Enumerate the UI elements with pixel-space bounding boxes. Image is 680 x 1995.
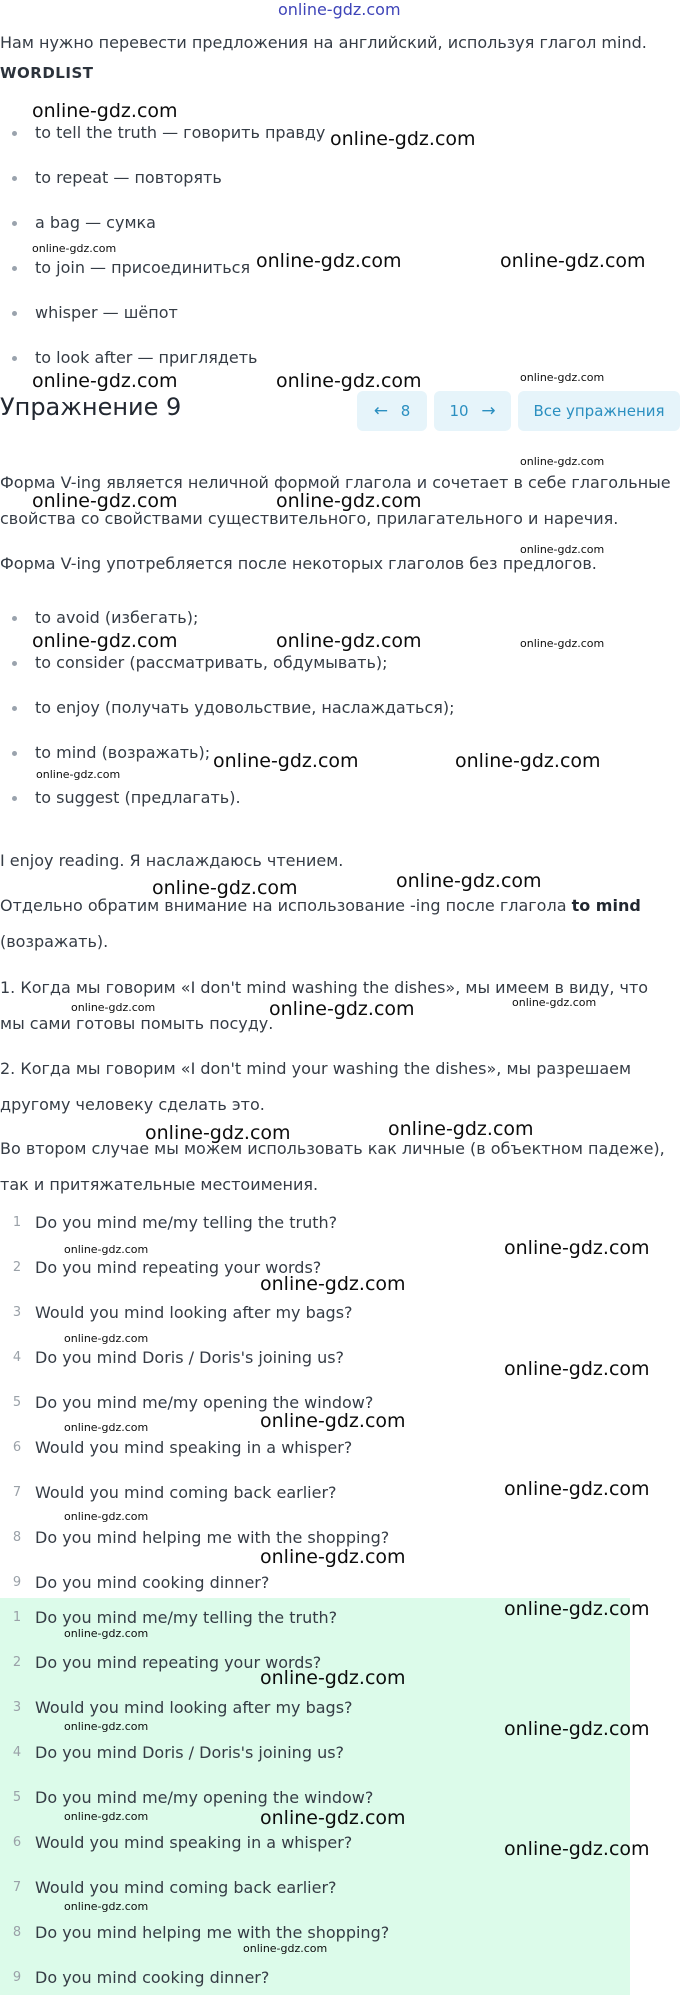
theory-paragraph-2: Форма V-ing употребляется после некоторых глаголов без предлогов. xyxy=(0,554,597,573)
verb-item-text: to consider (рассматривать, обдумывать); xyxy=(35,653,388,672)
watermark: online-gdz.com xyxy=(512,996,597,1009)
bullet-icon xyxy=(12,221,17,226)
watermark: online-gdz.com xyxy=(504,1358,650,1380)
watermark: online-gdz.com xyxy=(504,1598,650,1620)
watermark: online-gdz.com xyxy=(500,250,646,272)
item-text: Do you mind me/my telling the truth? xyxy=(35,1213,338,1232)
theory-paragraph-5: 2. Когда мы говорим «I don't mind your washing the dishes», мы разрешаем другому человеку сделать это. xyxy=(0,1059,632,1114)
item-text: Do you mind repeating your words? xyxy=(35,1258,322,1277)
mind-note-tail: (возражать). xyxy=(0,932,109,951)
exercise-title: Упражнение 9 xyxy=(0,393,182,421)
verb-item-text: to avoid (избегать); xyxy=(35,608,199,627)
item-text: Would you mind looking after my bags? xyxy=(35,1698,353,1717)
next-exercise-button[interactable] xyxy=(434,391,511,431)
item-number: 2 xyxy=(12,1655,22,1670)
watermark: online-gdz.com xyxy=(32,630,178,652)
bullet-icon xyxy=(12,796,17,801)
watermark: online-gdz.com xyxy=(276,490,422,512)
item-text: Do you mind me/my telling the truth? xyxy=(35,1608,338,1627)
watermark: online-gdz.com xyxy=(260,1410,406,1432)
wordlist-title: WORDLIST xyxy=(0,64,94,82)
item-number: 8 xyxy=(12,1530,22,1545)
prev-exercise-label: 8 xyxy=(400,402,411,420)
top-watermark: online-gdz.com xyxy=(278,0,401,19)
theory-paragraph-6: Во втором случае мы можем использовать как личные (в объектном падеже), так и притяжательные местоимения. xyxy=(0,1139,665,1194)
all-exercises-button[interactable]: Все упражнения xyxy=(518,391,680,431)
watermark: online-gdz.com xyxy=(520,637,605,650)
watermark: online-gdz.com xyxy=(260,1807,406,1829)
next-exercise-label: 10 xyxy=(449,402,469,420)
watermark: online-gdz.com xyxy=(71,1001,156,1014)
bullet-icon xyxy=(12,131,17,136)
arrow-left-icon: ← xyxy=(373,401,388,421)
watermark: online-gdz.com xyxy=(388,1118,534,1140)
verb-item-text: to enjoy (получать удовольствие, наслаждаться); xyxy=(35,698,455,717)
item-text: Do you mind cooking dinner? xyxy=(35,1968,270,1987)
item-number: 8 xyxy=(12,1925,22,1940)
watermark: online-gdz.com xyxy=(504,1838,650,1860)
mind-note-text: Отдельно обратим внимание на использование -ing после глагола xyxy=(0,896,572,915)
prev-exercise-button[interactable] xyxy=(357,391,427,431)
item-number: 3 xyxy=(12,1305,22,1320)
item-number: 7 xyxy=(12,1880,22,1895)
item-text: Would you mind looking after my bags? xyxy=(35,1303,353,1322)
watermark: online-gdz.com xyxy=(256,250,402,272)
wordlist-item-text: to join — присоединиться xyxy=(35,258,251,277)
watermark: online-gdz.com xyxy=(276,630,422,652)
wordlist-item-text: to tell the truth — говорить правду xyxy=(35,123,326,142)
theory-paragraph-1: Форма V-ing является неличной формой глагола и сочетает в себе глагольные свойства со свойствами существительного, прилагательного и наречия. xyxy=(0,473,671,528)
watermark: online-gdz.com xyxy=(269,998,415,1020)
watermark: online-gdz.com xyxy=(32,242,117,255)
arrow-right-icon: → xyxy=(481,401,496,421)
watermark: online-gdz.com xyxy=(64,1810,149,1823)
watermark: online-gdz.com xyxy=(520,455,605,468)
watermark: online-gdz.com xyxy=(243,1942,328,1955)
item-number: 5 xyxy=(12,1790,22,1805)
item-number: 6 xyxy=(12,1440,22,1455)
wordlist-item-text: to look after — приглядеть xyxy=(35,348,258,367)
bullet-icon xyxy=(12,176,17,181)
theory-paragraph-4: 1. Когда мы говорим «I don't mind washing the dishes», мы имеем в виду, что мы сами готовы помыть посуду. xyxy=(0,978,649,1033)
watermark: online-gdz.com xyxy=(64,1900,149,1913)
watermark: online-gdz.com xyxy=(64,1720,149,1733)
verb-item-text: to suggest (предлагать). xyxy=(35,788,241,807)
mind-note-bold: to mind xyxy=(571,896,641,915)
bullet-icon xyxy=(12,661,17,666)
item-number: 2 xyxy=(12,1260,22,1275)
watermark: online-gdz.com xyxy=(32,100,178,122)
watermark: online-gdz.com xyxy=(260,1546,406,1568)
watermark: online-gdz.com xyxy=(396,870,542,892)
item-number: 3 xyxy=(12,1700,22,1715)
item-text: Would you mind coming back earlier? xyxy=(35,1483,337,1502)
bullet-icon xyxy=(12,311,17,316)
item-number: 7 xyxy=(12,1485,22,1500)
item-number: 9 xyxy=(12,1970,22,1985)
item-text: Do you mind repeating your words? xyxy=(35,1653,322,1672)
item-text: Do you mind me/my opening the window? xyxy=(35,1788,374,1807)
bullet-icon xyxy=(12,356,17,361)
item-text: Do you mind Doris / Doris's joining us? xyxy=(35,1348,345,1367)
item-number: 9 xyxy=(12,1575,22,1590)
item-text: Do you mind helping me with the shopping? xyxy=(35,1528,390,1547)
watermark: online-gdz.com xyxy=(504,1478,650,1500)
watermark: online-gdz.com xyxy=(64,1421,149,1434)
item-number: 1 xyxy=(12,1610,22,1625)
watermark: online-gdz.com xyxy=(32,370,178,392)
bullet-icon xyxy=(12,706,17,711)
watermark: online-gdz.com xyxy=(260,1273,406,1295)
watermark: online-gdz.com xyxy=(520,371,605,384)
watermark: online-gdz.com xyxy=(64,1243,149,1256)
watermark: online-gdz.com xyxy=(64,1510,149,1523)
item-text: Would you mind coming back earlier? xyxy=(35,1878,337,1897)
item-number: 4 xyxy=(12,1745,22,1760)
item-number: 4 xyxy=(12,1350,22,1365)
watermark: online-gdz.com xyxy=(330,128,476,150)
watermark: online-gdz.com xyxy=(276,370,422,392)
verb-item-text: to mind (возражать); xyxy=(35,743,211,762)
watermark: online-gdz.com xyxy=(32,490,178,512)
watermark: online-gdz.com xyxy=(520,543,605,556)
theory-paragraph-3 xyxy=(0,888,672,960)
watermark: online-gdz.com xyxy=(36,768,121,781)
bullet-icon xyxy=(12,266,17,271)
item-text: Do you mind Doris / Doris's joining us? xyxy=(35,1743,345,1762)
item-text: Do you mind helping me with the shopping? xyxy=(35,1923,390,1942)
item-text: Would you mind speaking in a whisper? xyxy=(35,1438,353,1457)
wordlist-item-text: whisper — шёпот xyxy=(35,303,178,322)
intro-text: Нам нужно перевести предложения на английский, используя глагол mind. xyxy=(0,33,647,52)
watermark: online-gdz.com xyxy=(152,877,298,899)
watermark: online-gdz.com xyxy=(64,1332,149,1345)
watermark: online-gdz.com xyxy=(455,750,601,772)
watermark: online-gdz.com xyxy=(504,1718,650,1740)
item-number: 6 xyxy=(12,1835,22,1850)
example-sentence: I enjoy reading. Я наслаждаюсь чтением. xyxy=(0,851,344,870)
watermark: online-gdz.com xyxy=(64,1627,149,1640)
wordlist-item-text: a bag — сумка xyxy=(35,213,156,232)
item-number: 5 xyxy=(12,1395,22,1410)
watermark: online-gdz.com xyxy=(213,750,359,772)
item-text: Do you mind me/my opening the window? xyxy=(35,1393,374,1412)
wordlist-item-text: to repeat — повторять xyxy=(35,168,222,187)
watermark: online-gdz.com xyxy=(145,1122,291,1144)
watermark: online-gdz.com xyxy=(260,1667,406,1689)
item-text: Do you mind cooking dinner? xyxy=(35,1573,270,1592)
item-text: Would you mind speaking in a whisper? xyxy=(35,1833,353,1852)
watermark: online-gdz.com xyxy=(504,1237,650,1259)
bullet-icon xyxy=(12,751,17,756)
bullet-icon xyxy=(12,616,17,621)
item-number: 1 xyxy=(12,1215,22,1230)
